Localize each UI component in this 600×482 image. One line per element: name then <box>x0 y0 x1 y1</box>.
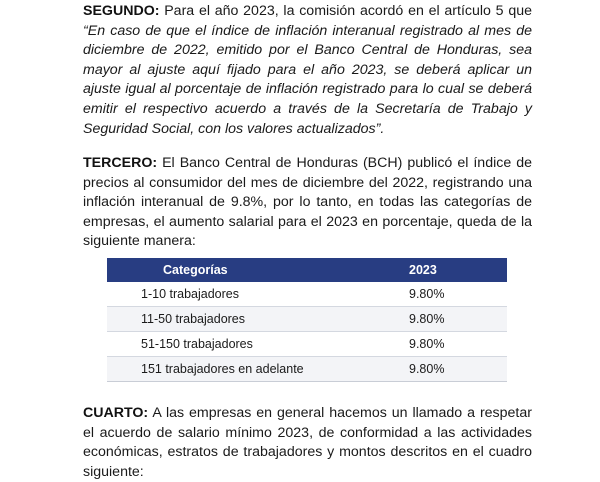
table-cell-category: 1-10 trabajadores <box>107 282 409 307</box>
column-header-2023: 2023 <box>409 258 507 282</box>
table-row <box>107 332 507 357</box>
table-cell-category: 51-150 trabajadores <box>107 332 409 357</box>
paragraph-label: TERCERO: <box>83 155 158 171</box>
table-cell-rate: 9.80% <box>409 282 507 307</box>
paragraph-cuarto <box>83 404 532 482</box>
table-bottom-divider <box>107 381 507 382</box>
table-row <box>107 307 507 332</box>
table-row <box>107 282 507 307</box>
paragraph-label: SEGUNDO: <box>83 3 160 19</box>
table-cell-category: 151 trabajadores en adelante <box>107 357 409 382</box>
table-row <box>107 357 507 382</box>
paragraph-quote: “En caso de que el índice de inflación interanual registrado al mes de diciembre de 2022, emitido por el Banco Central de Honduras, sea mayor al ajuste aquí fijado para el año 2023, se deberá aplicar un ajuste igual al porcentaje de inflación registrado para lo cual se deberá emitir el respectivo acuerdo a través de la Secretaría de Trabajo y Seguridad Social, con los valores actualizados”. <box>83 22 532 137</box>
paragraph-text: A las empresas en general hacemos un llamado a respetar el acuerdo de salario mínimo 2023, de conformidad a las actividades económicas, estratos de trabajadores y montos descritos en el cuadro siguiente: <box>83 405 532 480</box>
column-header-categorias: Categorías <box>107 258 409 282</box>
paragraph-label: CUARTO: <box>83 405 149 421</box>
table-cell-rate: 9.80% <box>409 357 507 382</box>
paragraph-segundo <box>83 2 532 139</box>
salary-increase-table <box>107 258 507 382</box>
table-header-row <box>107 258 507 282</box>
paragraph-tercero <box>83 154 532 252</box>
paragraph-text: Para el año 2023, la comisión acordó en el artículo 5 que <box>159 3 532 19</box>
table-cell-category: 11-50 trabajadores <box>107 307 409 332</box>
paragraph-text: El Banco Central de Honduras (BCH) publicó el índice de precios al consumidor del mes de diciembre del 2022, registrando una inflación interanual de 9.8%, por lo tanto, en todas las categorías de empresas, el aumento salarial para el 2023 en porcentaje, queda de la siguiente manera: <box>83 155 532 250</box>
table-cell-rate: 9.80% <box>409 332 507 357</box>
table-cell-rate: 9.80% <box>409 307 507 332</box>
